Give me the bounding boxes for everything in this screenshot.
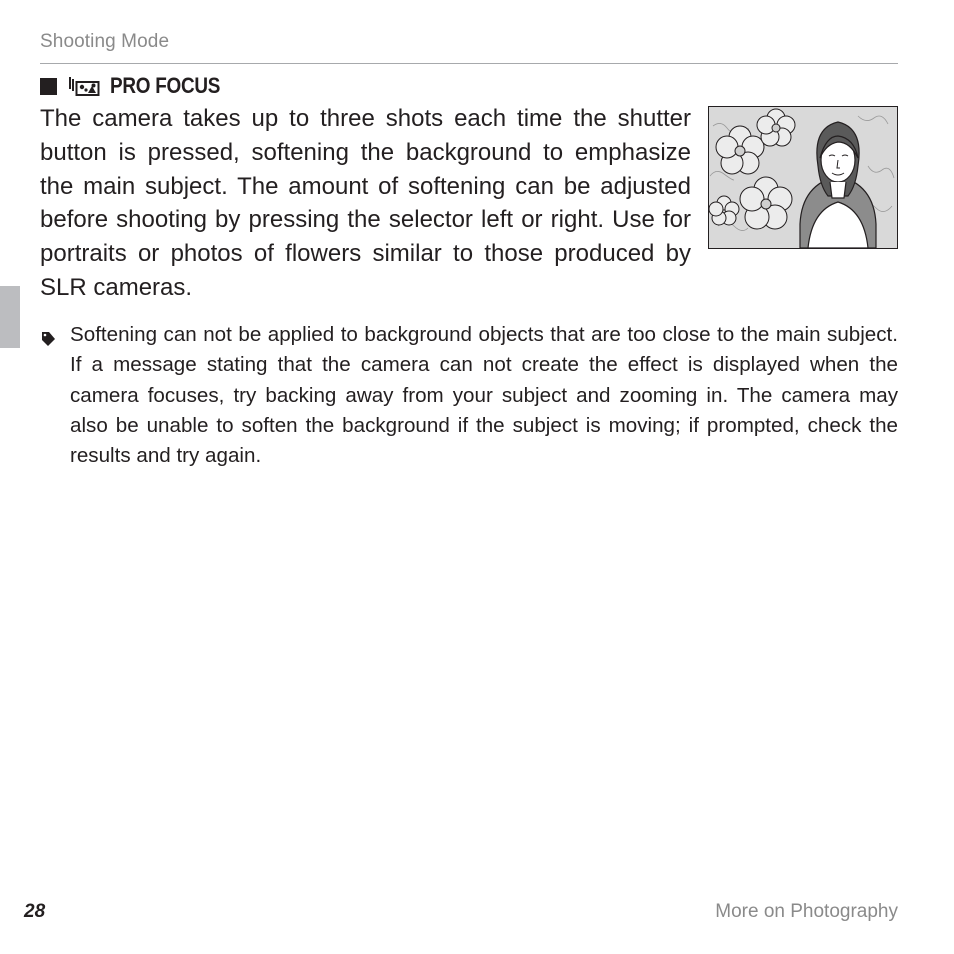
section-heading (40, 72, 238, 100)
chapter-tab (0, 286, 20, 348)
page-number: 28 (24, 901, 46, 922)
header-rule (40, 63, 898, 64)
intro-paragraph: The camera takes up to three shots each time the shutter button is pressed, softening the background to emphasize the main subject. The amount of softening can be adjusted before shooting by pressing the selector left or right. Use for portraits or photos of flowers similar to those produced by SLR cameras. (40, 105, 691, 301)
running-head: Shooting Mode (40, 31, 170, 52)
heading-bullet-square (40, 78, 57, 95)
caution-pen-icon (40, 330, 56, 348)
footer-section-title: More on Photography (715, 901, 898, 922)
portrait-with-flowers-illustration (708, 106, 898, 249)
note-text: Softening can not be applied to background objects that are too close to the main subject. If a message stating that the camera can not create the effect is displayed when the camera focuses, try backing away from your subject and zooming in. The camera may also be unable to soften the background if the subject is moving; if prompted, check the results and try again. (70, 323, 898, 468)
pro-focus-mode-icon (68, 74, 102, 98)
section-title: PRO FOCUS (110, 73, 221, 98)
